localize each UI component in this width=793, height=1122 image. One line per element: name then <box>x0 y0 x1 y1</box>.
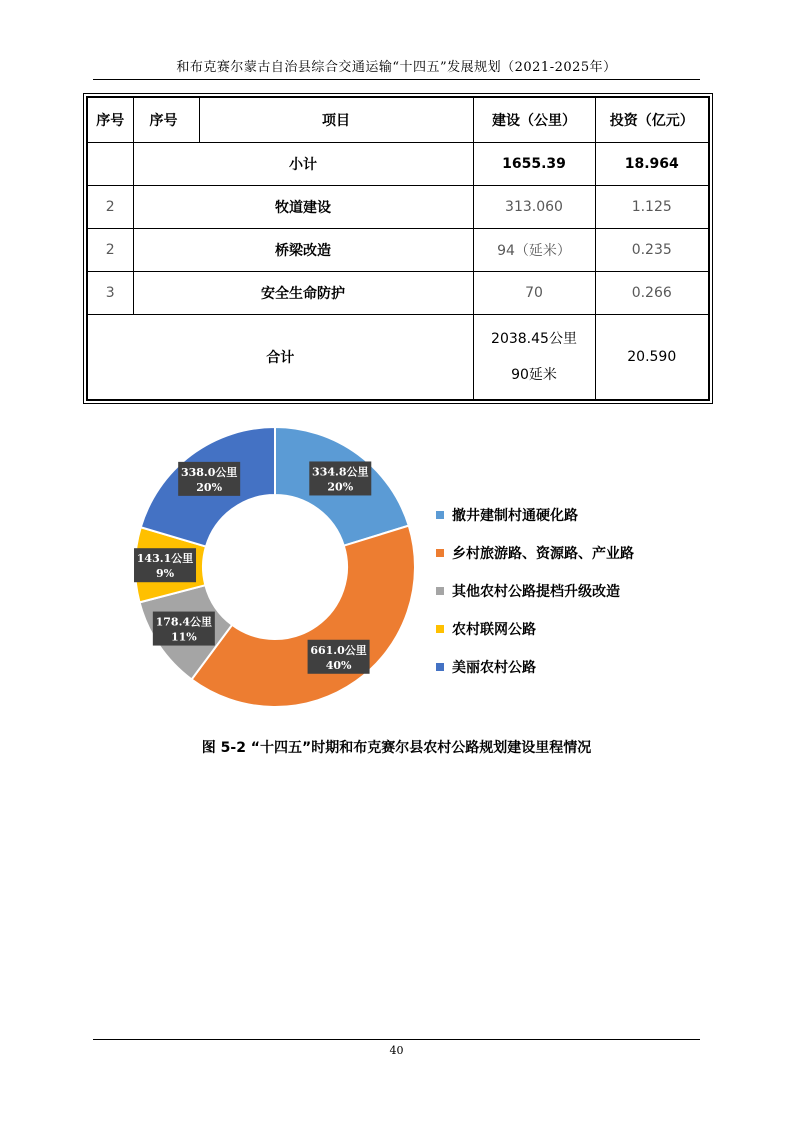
table-header-row <box>87 97 709 143</box>
slice-percent-label: 9% <box>155 567 175 581</box>
header-cell-no-2: 序号 <box>133 97 199 143</box>
slice-value-label: 334.8公里 <box>312 465 369 479</box>
legend-label: 撤井建制村通硬化路 <box>452 508 578 524</box>
legend-label: 农村联网公路 <box>452 622 536 638</box>
row-no: 3 <box>87 272 133 315</box>
chart-legend <box>436 496 634 686</box>
total-label: 合计 <box>87 315 473 401</box>
legend-swatch <box>436 549 444 557</box>
slice-label <box>153 612 215 646</box>
slice-percent-label: 11% <box>170 630 197 644</box>
row-item: 安全生命防护 <box>133 272 473 315</box>
slice-label <box>308 640 370 674</box>
legend-item <box>436 534 634 572</box>
total-length-line2: 90延米 <box>511 367 557 383</box>
header-rule <box>93 79 700 80</box>
table-row <box>87 229 709 272</box>
subtotal-no-cell <box>87 143 133 186</box>
legend-item <box>436 572 634 610</box>
footer-rule <box>93 1039 700 1040</box>
slice-label <box>134 548 196 582</box>
row-no: 2 <box>87 229 133 272</box>
donut-chart <box>130 422 420 712</box>
page-header: 和布克赛尔蒙古自治县综合交通运输“十四五”发展规划（2021-2025年） <box>176 60 617 75</box>
legend-item <box>436 496 634 534</box>
legend-label: 乡村旅游路、资源路、产业路 <box>452 546 634 562</box>
header-cell-length: 建设（公里） <box>473 97 595 143</box>
slice-percent-label: 20% <box>196 480 223 494</box>
table-row-total <box>87 315 709 401</box>
slice-value-label: 338.0公里 <box>180 465 238 479</box>
slice-percent-label: 40% <box>325 658 352 672</box>
slice-value-label: 661.0公里 <box>310 643 367 657</box>
page-number: 40 <box>389 1044 404 1057</box>
row-investment: 0.235 <box>595 229 709 272</box>
legend-swatch <box>436 625 444 633</box>
legend-swatch <box>436 663 444 671</box>
row-investment: 1.125 <box>595 186 709 229</box>
total-length-line1: 2038.45公里 <box>491 331 577 347</box>
table-row <box>87 186 709 229</box>
legend-label: 其他农村公路提档升级改造 <box>452 584 620 600</box>
figure-caption: 图 5-2 “十四五”时期和布克赛尔县农村公路规划建设里程情况 <box>201 740 592 756</box>
legend-item <box>436 648 634 686</box>
slice-label <box>309 461 371 495</box>
row-item: 牧道建设 <box>133 186 473 229</box>
row-item: 桥梁改造 <box>133 229 473 272</box>
donut-slice <box>192 526 415 707</box>
header-cell-no: 序号 <box>87 97 133 143</box>
slice-label <box>178 462 240 496</box>
investment-table <box>86 96 710 401</box>
row-length: 313.060 <box>473 186 595 229</box>
legend-swatch <box>436 587 444 595</box>
row-no: 2 <box>87 186 133 229</box>
slice-percent-label: 20% <box>327 480 354 494</box>
legend-item <box>436 610 634 648</box>
table-row-subtotal <box>87 143 709 186</box>
total-length-cell <box>473 315 595 401</box>
total-investment: 20.590 <box>595 315 709 401</box>
legend-label: 美丽农村公路 <box>452 660 536 676</box>
subtotal-length: 1655.39 <box>473 143 595 186</box>
table-row <box>87 272 709 315</box>
subtotal-label: 小计 <box>133 143 473 186</box>
row-investment: 0.266 <box>595 272 709 315</box>
slice-value-label: 178.4公里 <box>155 615 213 629</box>
row-length: 94（延米） <box>473 229 595 272</box>
subtotal-investment: 18.964 <box>595 143 709 186</box>
legend-swatch <box>436 511 444 519</box>
header-cell-item: 项目 <box>199 97 473 143</box>
header-cell-investment: 投资（亿元） <box>595 97 709 143</box>
slice-value-label: 143.1公里 <box>136 552 194 566</box>
donut-chart-svg <box>130 422 420 712</box>
row-length: 70 <box>473 272 595 315</box>
